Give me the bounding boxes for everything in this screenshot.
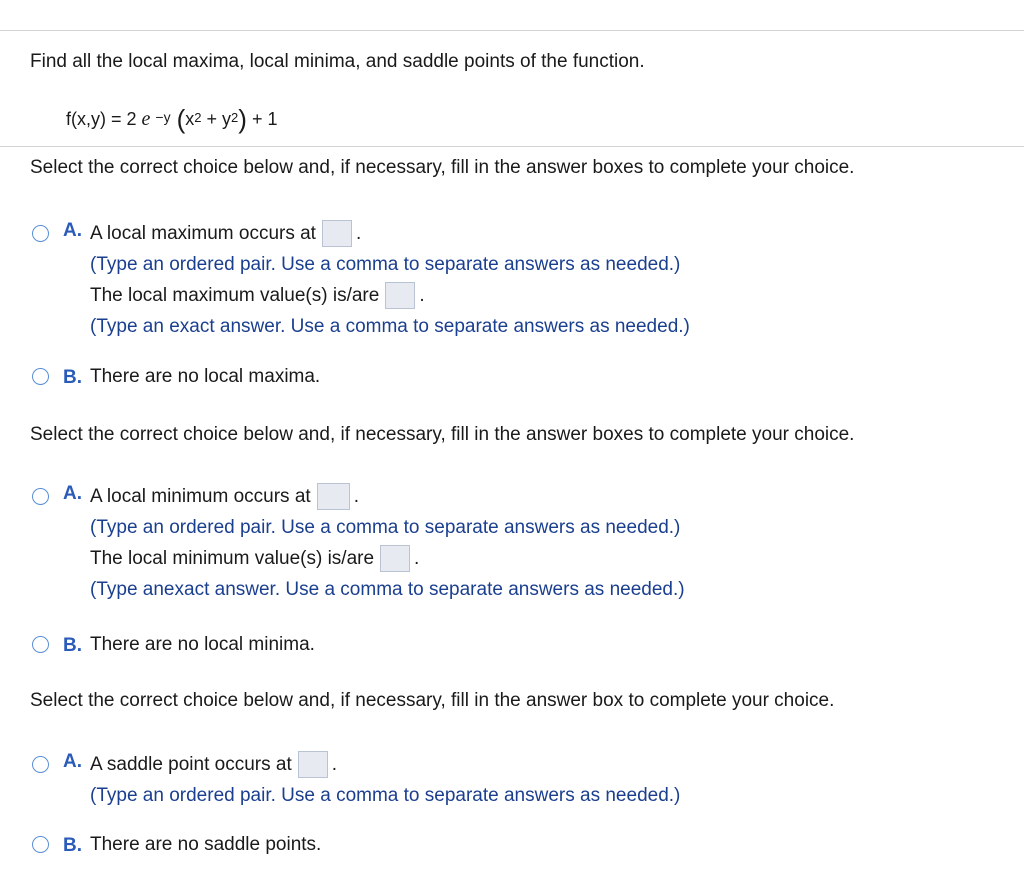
maxima-choice-a-letter: A. [63,220,82,241]
minima-choice-a[interactable] [32,483,685,605]
instruction-maxima: Select the correct choice below and, if necessary, fill in the answer boxes to complete your choice. [30,157,855,178]
maxima-location-hint: (Type an ordered pair. Use a comma to separate answers as needed.) [90,254,681,275]
saddle-choice-a[interactable] [32,751,681,811]
saddle-location-label: A saddle point occurs at [90,754,292,775]
formula-lhs: f(x,y) = 2 [66,109,137,129]
saddle-choice-b[interactable] [32,835,321,860]
saddle-choice-b-text: There are no saddle points. [90,834,322,855]
minima-choice-b[interactable] [32,635,315,660]
minima-choice-b-letter: B. [63,635,82,656]
maxima-location-label: A local maximum occurs at [90,223,316,244]
period: . [353,486,359,507]
section-divider [0,146,1024,147]
maxima-choice-b[interactable] [32,367,320,392]
maxima-location-input[interactable] [322,220,352,247]
maxima-choice-a[interactable] [32,220,690,342]
minima-choice-b-radio[interactable] [32,636,49,653]
saddle-location-input[interactable] [298,751,328,778]
minima-location-hint: (Type an ordered pair. Use a comma to separate answers as needed.) [90,517,681,538]
instruction-minima: Select the correct choice below and, if necessary, fill in the answer boxes to complete your choice. [30,424,855,445]
minima-choice-a-letter: A. [63,483,82,504]
maxima-choice-a-body [90,218,690,342]
minima-choice-b-text: There are no local minima. [90,634,315,655]
formula-open-paren: ( [176,104,186,134]
period: . [414,548,420,569]
period: . [331,754,338,775]
top-divider [0,30,1024,31]
saddle-choice-a-letter: A. [63,751,82,772]
formula-close-paren: ) [238,104,247,134]
maxima-value-hint: (Type an exact answer. Use a comma to separate answers as needed.) [90,316,690,337]
maxima-value-input[interactable] [385,282,415,309]
minima-value-hint: (Type anexact answer. Use a comma to separate answers as needed.) [90,579,685,600]
formula-plus: + [201,109,223,129]
formula-exponent: −y [155,109,171,125]
maxima-choice-a-radio[interactable] [32,225,49,242]
minima-choice-a-body [90,481,685,605]
maxima-choice-b-radio[interactable] [32,368,49,385]
saddle-choice-a-radio[interactable] [32,756,49,773]
period: . [355,223,362,244]
formula-tail: + 1 [246,109,278,129]
maxima-value-label: The local maximum value(s) is/are [90,285,380,306]
formula-y-power: 2 [231,110,239,125]
formula-y: y [222,109,232,129]
maxima-choice-b-letter: B. [63,367,82,388]
instruction-saddle: Select the correct choice below and, if necessary, fill in the answer box to complete your choice. [30,690,835,711]
formula-x: x [185,109,195,129]
minima-location-input[interactable] [317,483,350,510]
saddle-choice-a-body [90,749,680,811]
formula-e: e [141,108,151,130]
maxima-choice-b-text: There are no local maxima. [90,366,321,387]
minima-value-label: The local minimum value(s) is/are [90,548,375,569]
minima-value-input[interactable] [380,545,410,572]
minima-choice-a-radio[interactable] [32,488,49,505]
formula-x-power: 2 [194,110,202,125]
saddle-choice-b-letter: B. [63,835,82,856]
function-formula [66,103,278,134]
question-text: Find all the local maxima, local minima, and saddle points of the function. [30,51,645,72]
saddle-choice-b-radio[interactable] [32,836,49,853]
period: . [419,285,425,306]
saddle-location-hint: (Type an ordered pair. Use a comma to separate answers as needed.) [90,785,681,806]
minima-location-label: A local minimum occurs at [90,486,311,507]
